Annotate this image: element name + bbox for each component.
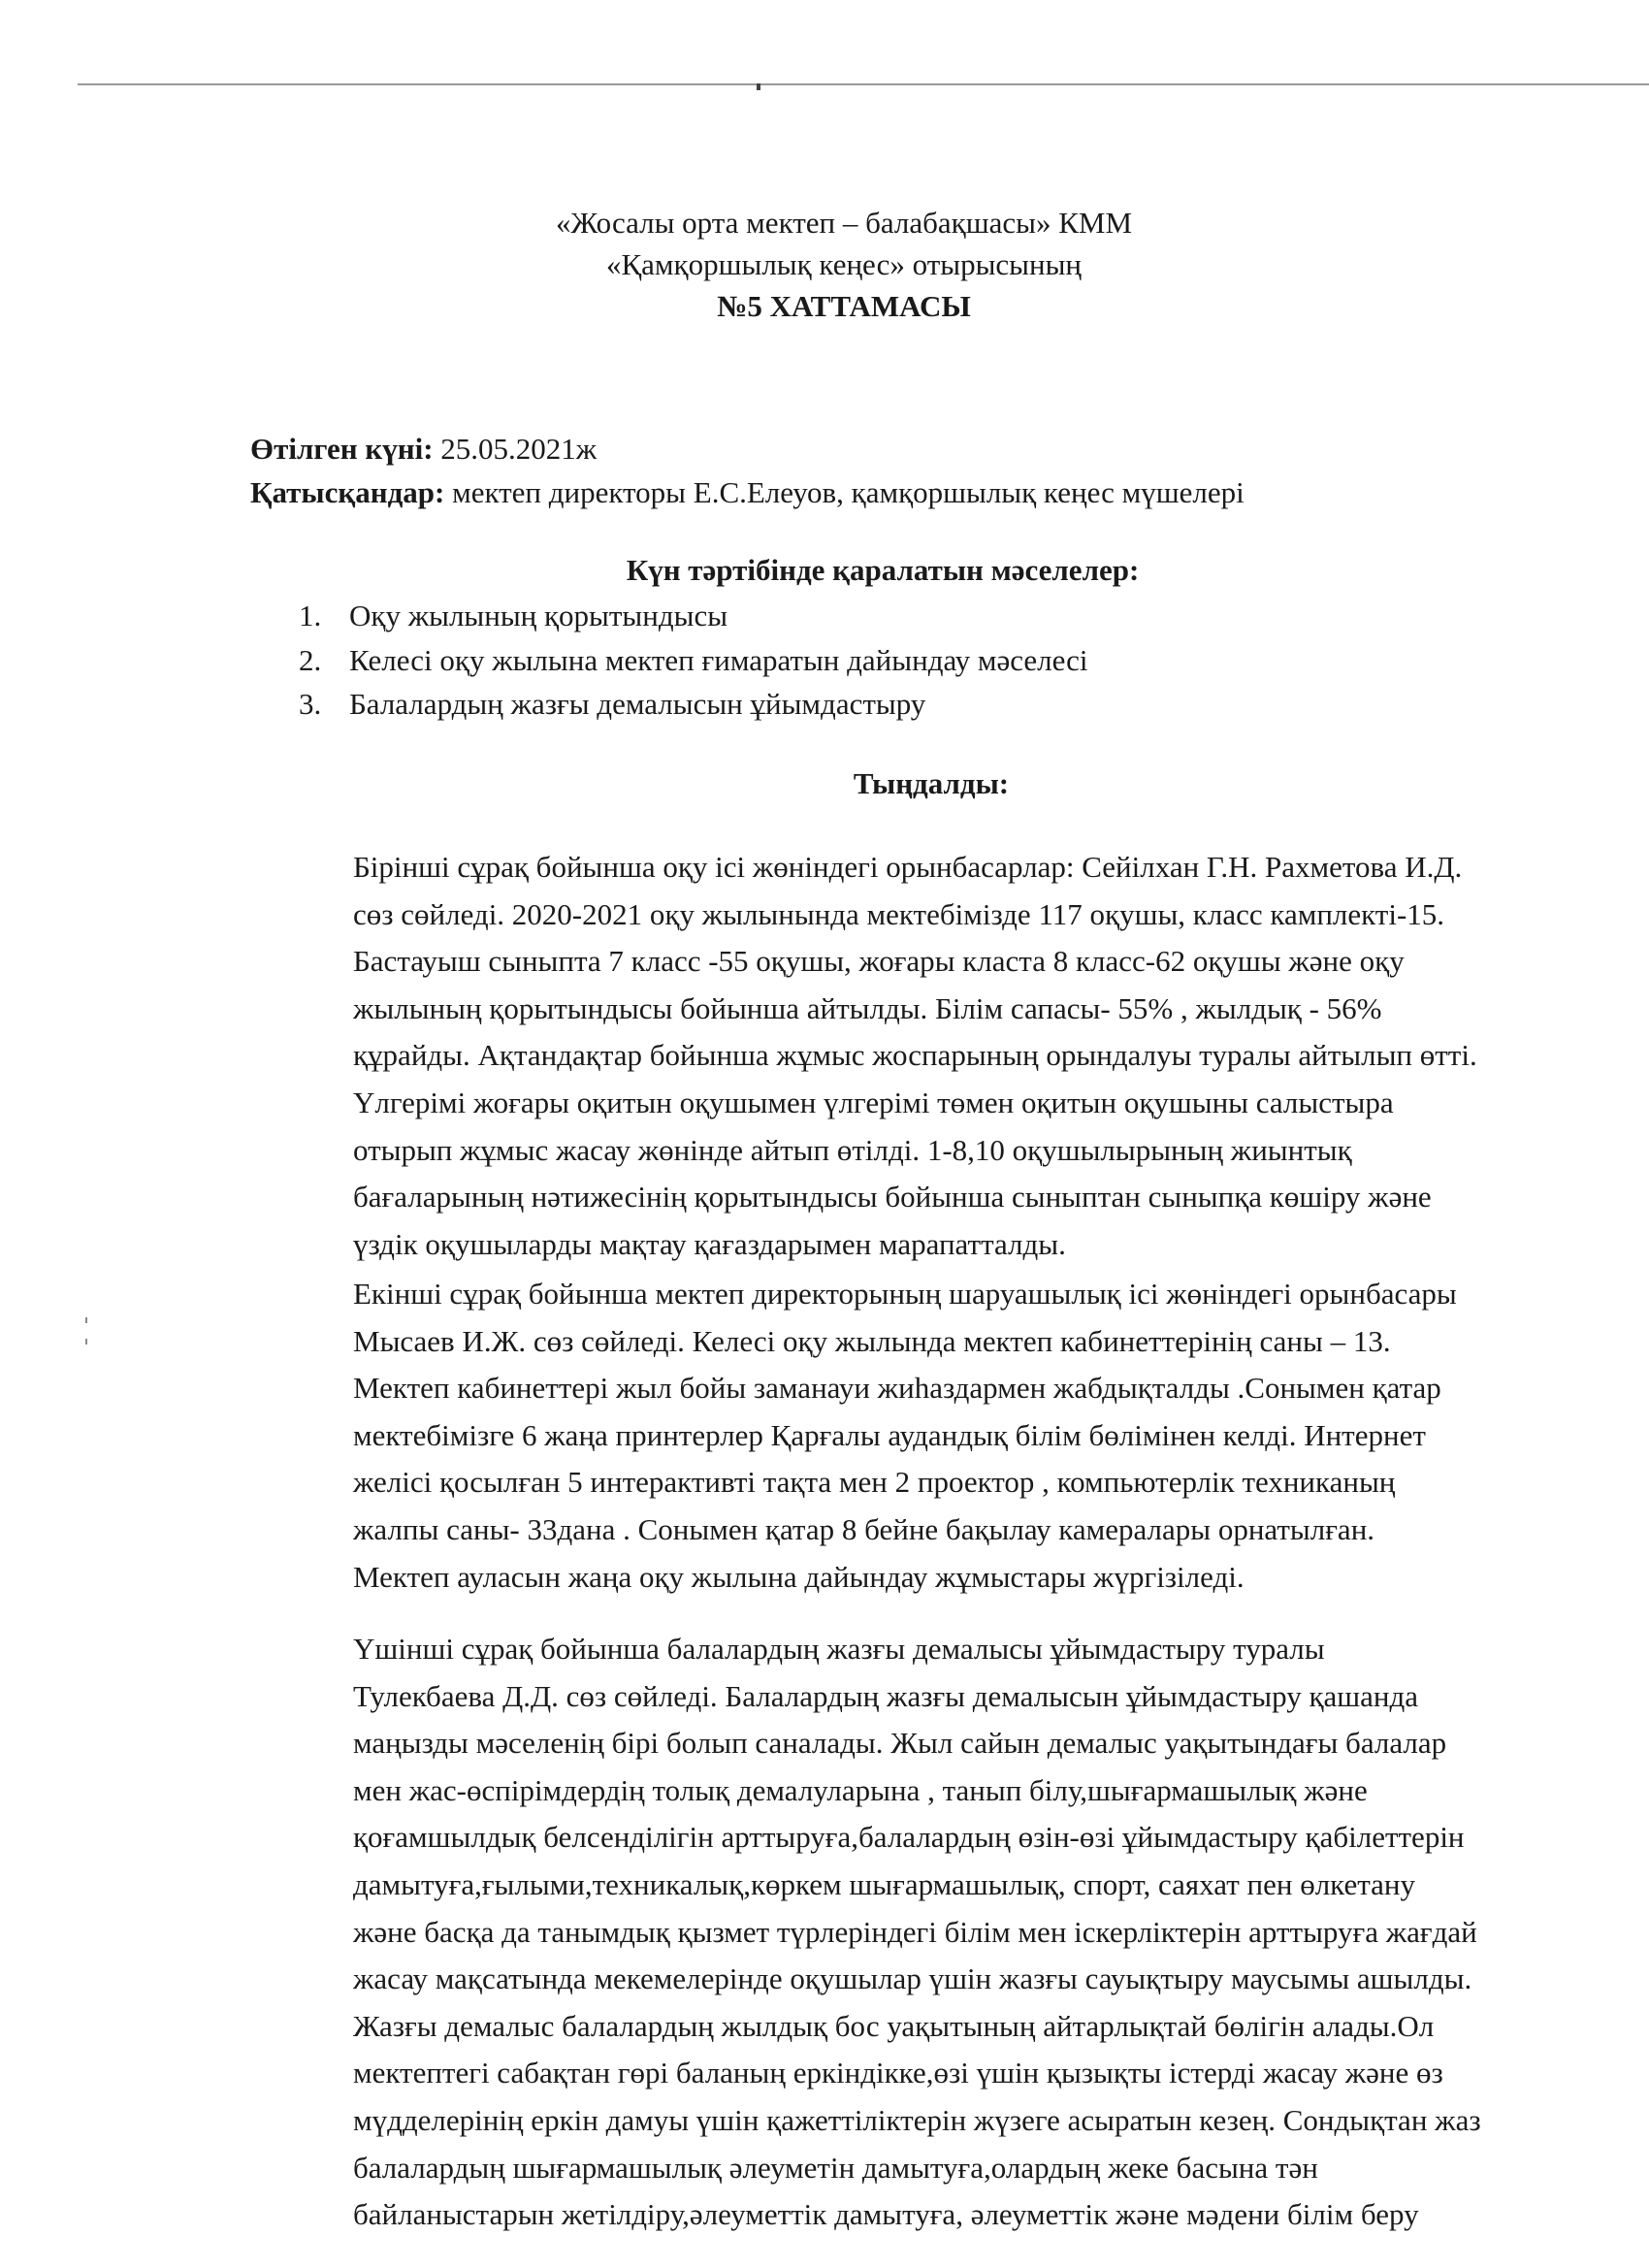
paragraph-line: маңызды мәселенің бірі болып саналады. Жыл сайын демалыс уақытындағы балалар [353,1726,1447,1761]
paragraph-line: Мысаев И.Ж. сөз сөйледі. Келесі оқу жылында мектеп кабинеттерінің саны – 13. [353,1323,1391,1358]
document-header [543,202,1145,327]
scan-tick-mark [757,83,760,90]
paragraph-line: үздік оқушыларды мақтау қағаздарымен марапатталды. [353,1226,1066,1261]
paragraph-line: Жазғы демалыс балалардың жылдық бос уақытының айтарлықтай бөлігін алады.Ол [353,2008,1435,2043]
paragraph-line: Екінші сұрақ бойынша мектеп директорының шаруашылық ісі жөніндегі орынбасары [353,1277,1457,1311]
agenda-list [299,594,1463,727]
agenda-item [299,594,1463,638]
paragraph-line: Бірінші сұрақ бойынша оқу ісі жөніндегі орынбасарлар: Сейілхан Г.Н. Рахметова И.Д. [353,850,1463,884]
organization-name: «Жосалы орта мектеп – балабақшасы» КММ [555,206,1133,240]
paragraph-line: жылының қорытындысы бойынша айтылды. Білім сапасы- 55% , жылдық - 56% [353,990,1382,1025]
paragraph-line: мүдделерінің еркін дамуы үшін қажеттіліктерін жүзеге асыратын кезең. Сондықтан жаз [353,2102,1481,2137]
agenda-item-number: 3. [299,687,322,721]
paragraph-line: Мектеп кабинеттері жыл бойы заманауи жиһаздармен жабдықталды .Сонымен қатар [353,1371,1441,1406]
paragraph-line: Бастауыш сыныпта 7 класс -55 оқушы, жоғары класта 8 класс-62 оқушы және оқу [353,944,1405,979]
participants-row [250,470,1608,514]
agenda-item-number: 2. [299,642,322,677]
paragraph-line: сөз сөйледі. 2020-2021 оқу жылынында мектебімізде 117 оқушы, класс камплекті-15. [353,896,1445,931]
participants-value: мектеп директоры Е.С.Елеуов, қамқоршылық кеңес мүшелері [444,475,1245,509]
meeting-date-label: Өтілген күні: [250,432,434,466]
paragraph-line: қоғамшылдық белсенділігін арттыруға,балалардың өзін-өзі ұйымдастыру қабілеттерін [353,1820,1465,1855]
paragraph-line: мектептегі сабақтан гөрі баланың еркіндікке,өзі үшін қызықты істерді жасау және өз [353,2056,1443,2090]
council-name: «Қамқоршылық кеңес» отырысының [606,247,1082,281]
paragraph-line: жалпы саны- 33дана . Сонымен қатар 8 бейне бақылау камералары орнатылған. [353,1511,1375,1546]
meeting-details [250,427,1608,514]
document-title: №5 ХАТТАМАСЫ [717,289,971,323]
agenda-item-number: 1. [299,599,322,632]
scan-top-rule [78,83,1649,85]
paragraph-third-question [353,1626,1614,2239]
paragraph-line: құрайды. Ақтандақтар бойынша жұмыс жоспарының орындалуы туралы айтылып өтті. [353,1038,1477,1073]
paragraph-first-question [353,844,1614,1268]
agenda-item [299,638,1463,683]
scan-margin-mark [85,1339,87,1345]
paragraph-line: желісі қосылған 5 интерактивті тақта мен 2 проектор , компьютерлік техниканың [353,1465,1396,1500]
paragraph-line: мектебімізге 6 жаңа принтерлер Қарғалы аудандық білім бөлімінен келді. Интернет [353,1417,1426,1452]
paragraph-line: мен жас-өспірімдердің толық демалуларына , танып білу,шығармашылық және [353,1772,1368,1807]
paragraph-line: Мектеп ауласын жаңа оқу жылына дайындау жұмыстары жүргізіледі. [353,1559,1245,1594]
paragraph-line: бағаларының нәтижесінің қорытындысы бойынша сыныптан сыныпқа көшіру және [353,1180,1432,1215]
paragraph-line: дамытуға,ғылыми,техникалық,көркем шығармашылық, спорт, саяхат пен өлкетану [353,1866,1415,1901]
paragraph-line: және басқа да танымдық қызмет түрлеріндегі білім мен іскерліктерін арттыруға жағдай [353,1914,1477,1949]
paragraph-second-question [353,1271,1614,1601]
paragraph-line: Тулекбаева Д.Д. сөз сөйледі. Балалардың жазғы демалысын ұйымдастыру қашанда [353,1678,1419,1713]
scan-margin-mark [85,1317,87,1323]
paragraph-line: балалардың шығармашылық әлеуметін дамытуға,олардың жеке басына тән [353,2150,1318,2185]
paragraph-line: жасау мақсатында мекемелерінде оқушылар үшін жазғы сауықтыру маусымы ашылды. [353,1961,1472,1996]
paragraph-line: Үлгерімі жоғары оқитын оқушымен үлгерімі төмен оқитын оқушыны салыстыра [353,1085,1394,1119]
meeting-date-row [250,427,1608,470]
heard-heading: Тыңдалды: [853,766,1010,800]
agenda-item-text: Келесі оқу жылына мектеп ғимаратын дайындау мәселесі [349,642,1088,677]
agenda-item-text: Оқу жылының қорытындысы [349,599,728,632]
agenda-heading: Күн тәртібінде қаралатын мәселелер: [626,553,1140,587]
meeting-date-value: 25.05.2021ж [433,432,598,466]
agenda-item-text: Балалардың жазғы демалысын ұйымдастыру [349,687,926,721]
paragraph-line: Үшінші сұрақ бойынша балалардың жазғы демалысы ұйымдастыру туралы [353,1632,1325,1666]
participants-label: Қатысқандар: [250,475,445,509]
paragraph-line: байланыстарын жетілдіру,әлеуметтік дамытуға, әлеуметтік және мәдени білім беру [353,2197,1419,2232]
agenda-item [299,682,1463,727]
paragraph-line: отырып жұмыс жасау жөнінде айтып өтілді. 1-8,10 оқушылырының жиынтық [353,1132,1352,1167]
